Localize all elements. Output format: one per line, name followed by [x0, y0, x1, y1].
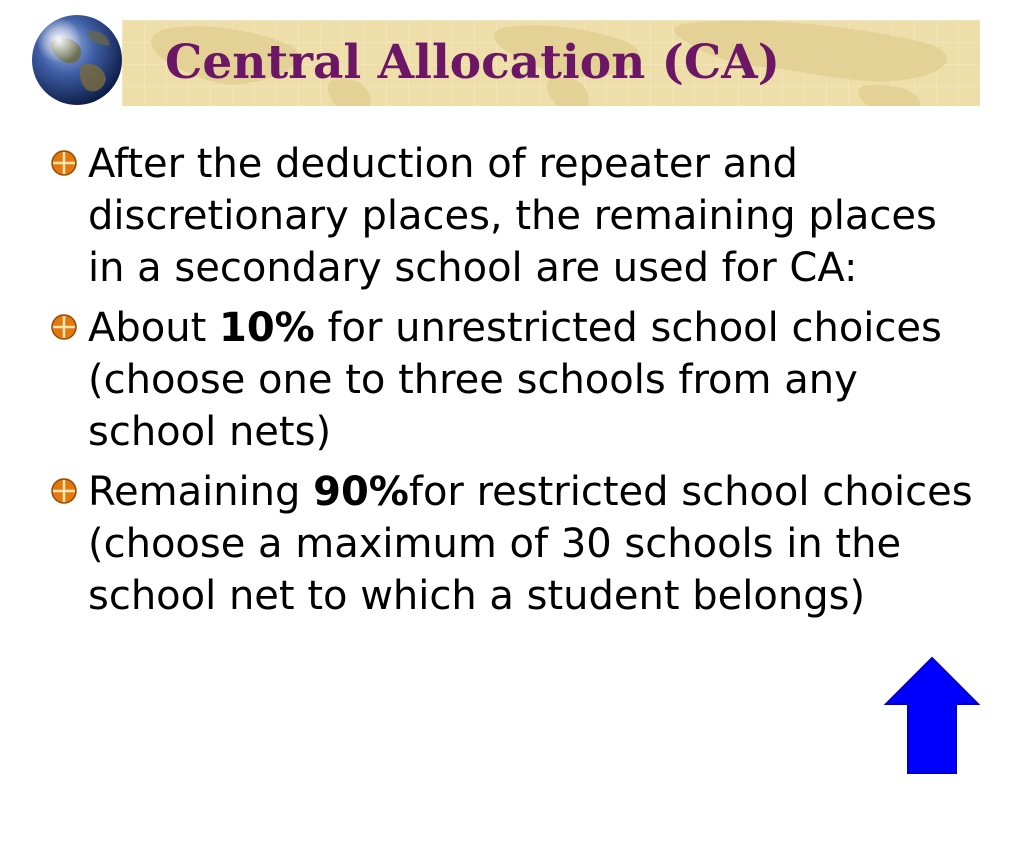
bullet-item	[50, 138, 980, 294]
bullet-emphasis: 90%	[313, 469, 409, 515]
globe-icon	[30, 13, 124, 107]
bullet-emphasis: 10%	[218, 305, 315, 351]
bullet-list	[50, 138, 980, 630]
bullet-text: About	[88, 305, 219, 351]
bullet-text: for restricted school choices (choose a maximum of 30 schools in the school net to which a student belongs)	[88, 469, 973, 619]
slide-title: Central Allocation (CA)	[165, 35, 781, 90]
bullet-text: After the deduction of repeater and discretionary places, the remaining places in a secondary school are used for CA:	[88, 141, 937, 291]
bullet-icon	[50, 149, 78, 177]
bullet-icon	[50, 477, 78, 505]
bullet-item	[50, 466, 980, 622]
bullet-item	[50, 302, 980, 458]
up-arrow-icon[interactable]	[884, 656, 980, 776]
bullet-icon	[50, 313, 78, 341]
bullet-text: for unrestricted school choices (choose one to three schools from any school nets)	[88, 305, 942, 455]
bullet-text: Remaining	[88, 469, 314, 515]
